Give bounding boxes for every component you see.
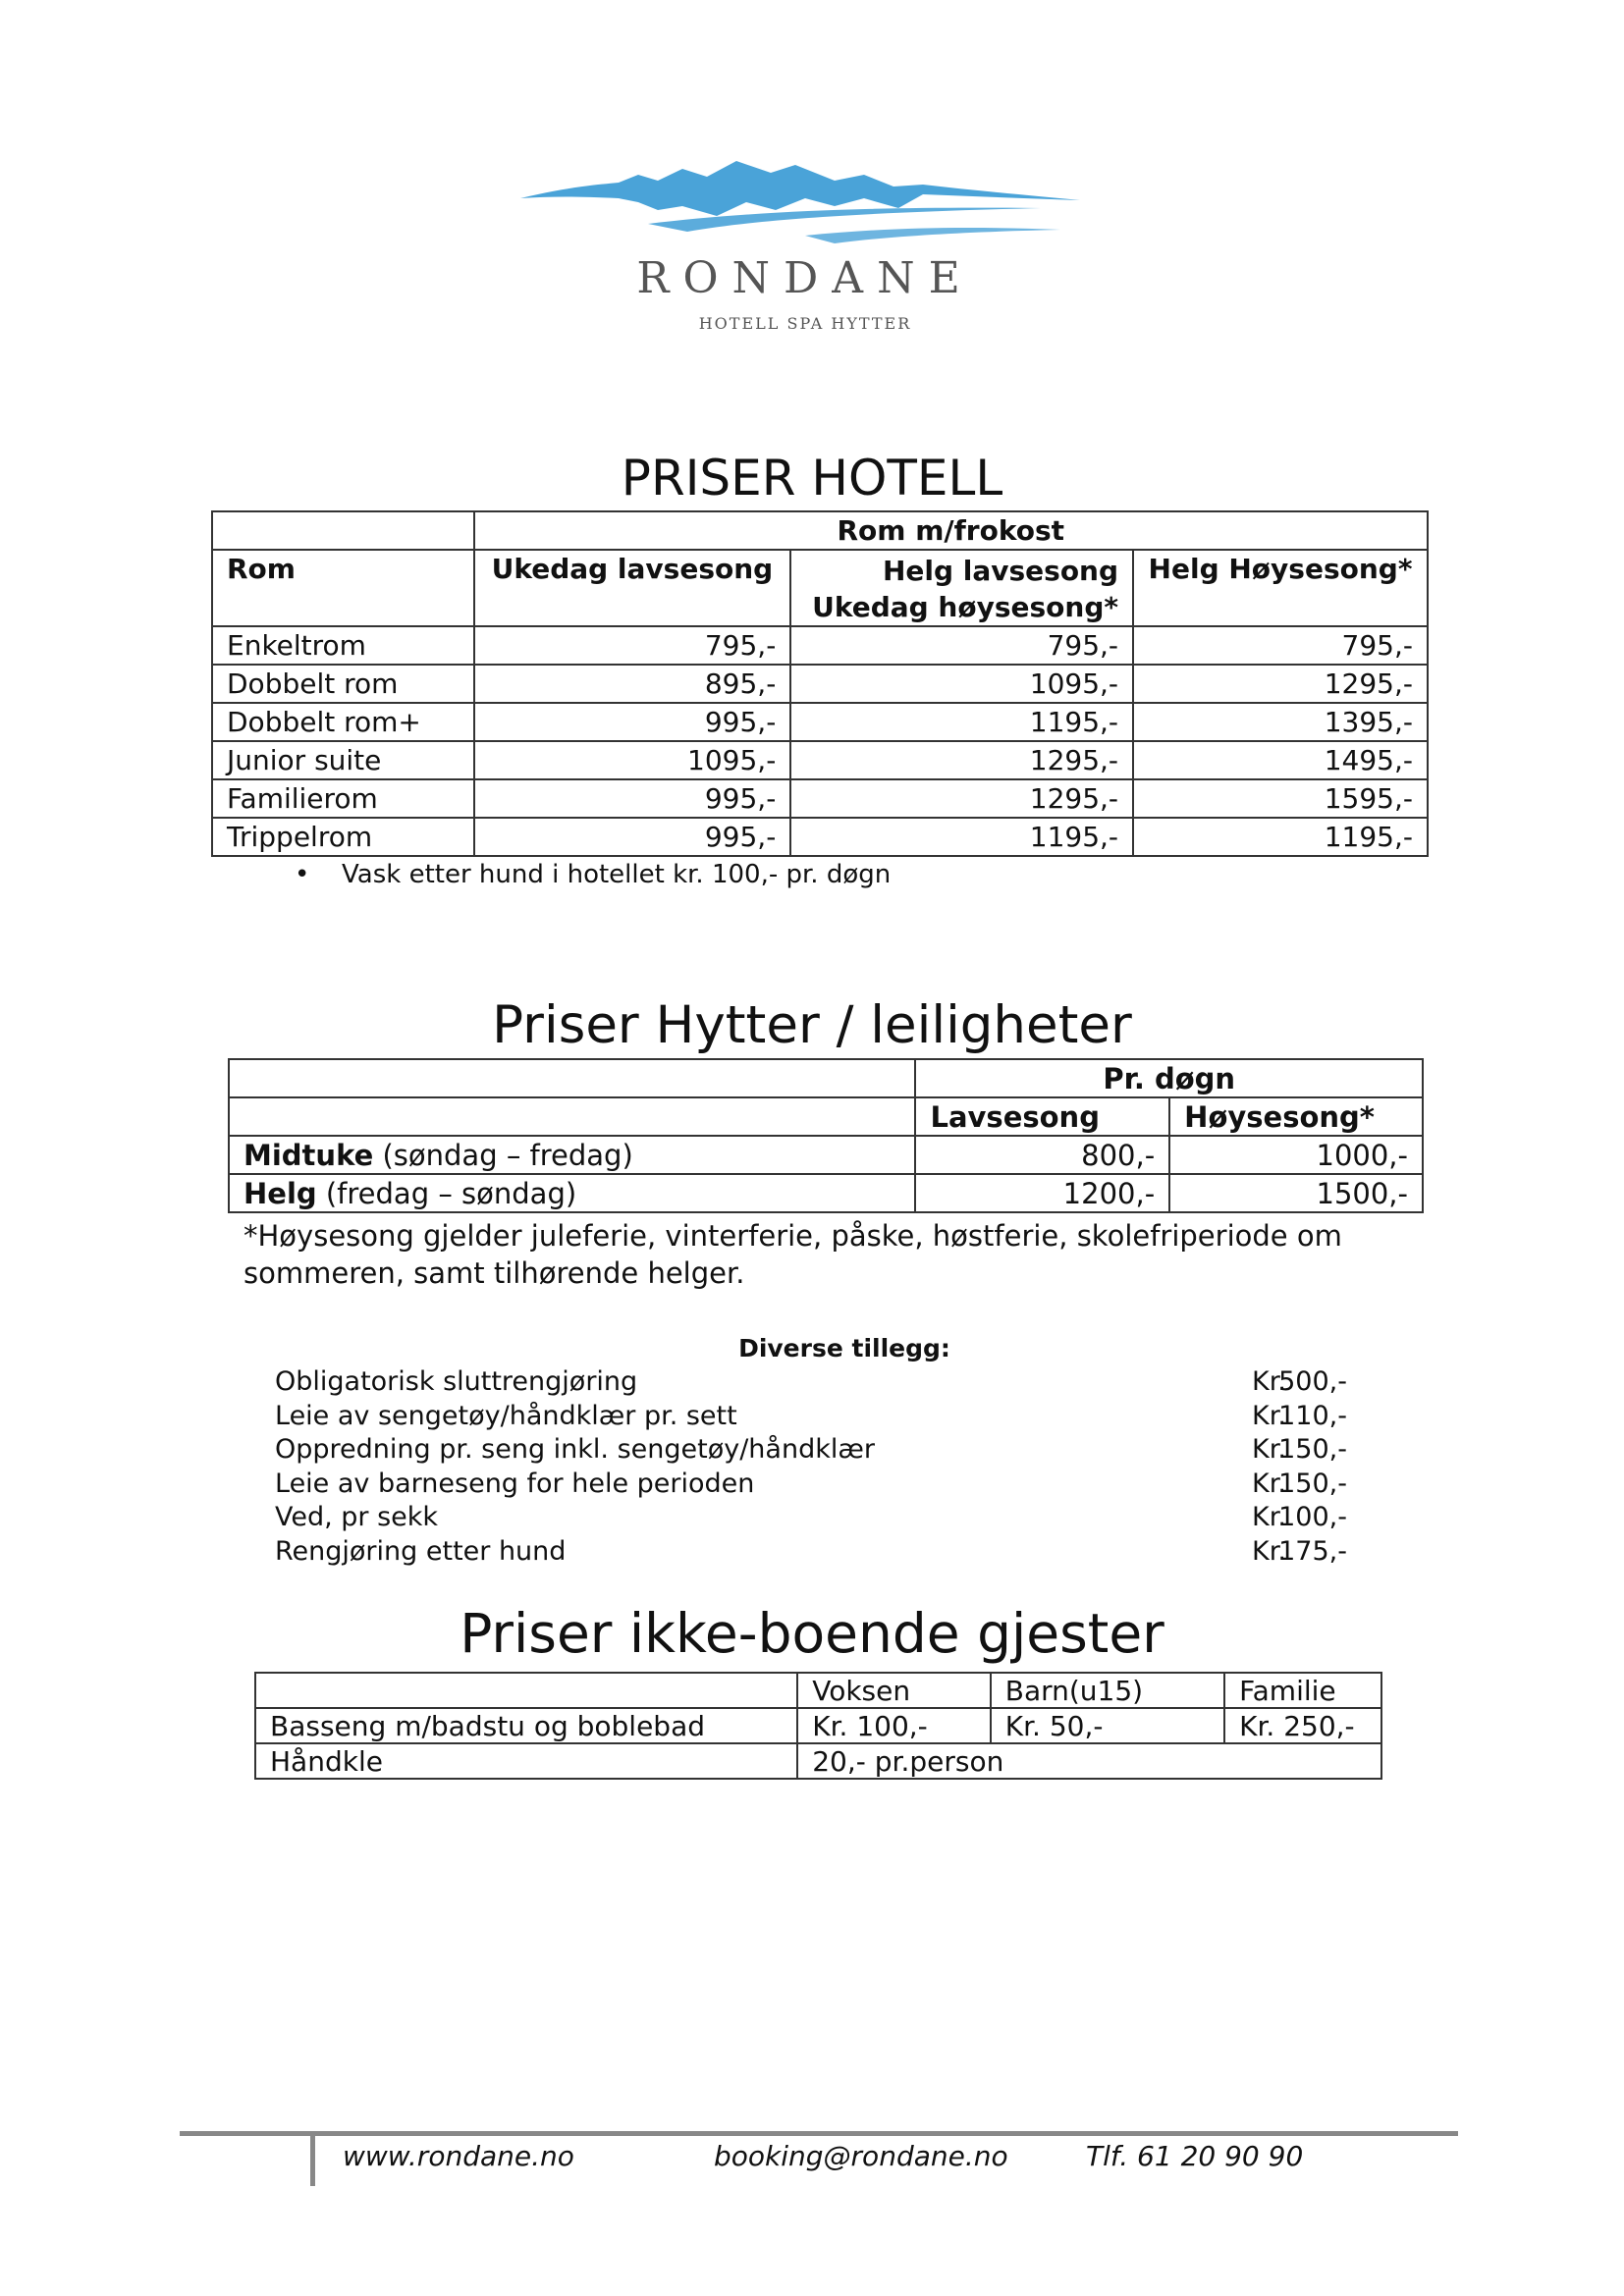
extra-amount: 100,-	[1278, 1502, 1347, 1532]
table-cell	[212, 511, 474, 550]
price-cell: 1495,-	[1133, 741, 1428, 779]
logo-tagline: HOTELL SPA HYTTER	[698, 314, 912, 333]
currency: Kr.	[1252, 1502, 1286, 1532]
phone-number: Tlf. 61 20 90 90	[1086, 2140, 1304, 2172]
column-header: Rom	[212, 550, 474, 626]
price-cell: 800,-	[915, 1136, 1169, 1174]
column-header: Familie	[1224, 1673, 1381, 1708]
price-cell: Kr. 50,-	[991, 1708, 1224, 1743]
table-row	[255, 1708, 1381, 1743]
period-cell	[229, 1136, 915, 1174]
price-cell: 795,-	[1133, 626, 1428, 665]
room-name: Dobbelt rom	[212, 665, 474, 703]
column-header: Høysesong*	[1169, 1097, 1423, 1136]
list-item	[275, 1401, 1375, 1435]
table-cell	[255, 1673, 797, 1708]
list-item	[275, 1502, 1375, 1536]
guest-prices-title: Priser ikke-boende gjester	[460, 1602, 1164, 1665]
price-cell: 1500,-	[1169, 1174, 1423, 1212]
price-cell: 1195,-	[1133, 818, 1428, 856]
period-label: Helg	[244, 1176, 317, 1210]
extras-title: Diverse tillegg:	[738, 1334, 950, 1362]
period-label: Midtuke	[244, 1138, 374, 1172]
room-name: Junior suite	[212, 741, 474, 779]
table-header-row	[212, 550, 1428, 626]
price-cell: 20,- pr.person	[797, 1743, 1381, 1779]
extra-label: Rengjøring etter hund	[275, 1535, 567, 1567]
group-header: Rom m/frokost	[474, 511, 1428, 550]
service-label: Basseng m/badstu og boblebad	[255, 1708, 797, 1743]
table-row	[212, 818, 1428, 856]
price-cell: 1200,-	[915, 1174, 1169, 1212]
mountain-logo-icon	[511, 147, 1100, 255]
period-detail: (fredag – søndag)	[316, 1176, 577, 1210]
extra-amount: 500,-	[1278, 1366, 1347, 1397]
price-cell: 1195,-	[790, 703, 1133, 741]
group-header: Pr. døgn	[915, 1059, 1423, 1097]
logo	[511, 147, 1100, 344]
extra-label: Leie av sengetøy/håndklær pr. sett	[275, 1400, 737, 1431]
list-item	[275, 1536, 1375, 1571]
list-item	[275, 1366, 1375, 1401]
table-row	[212, 703, 1428, 741]
price-cell: 1595,-	[1133, 779, 1428, 818]
price-cell: Kr. 250,-	[1224, 1708, 1381, 1743]
table-row	[212, 741, 1428, 779]
price-cell: 895,-	[474, 665, 791, 703]
table-row	[229, 1174, 1423, 1212]
note-text: Vask etter hund i hotellet kr. 100,- pr. døgn	[342, 860, 892, 889]
price-cell: 1095,-	[790, 665, 1133, 703]
table-row	[212, 511, 1428, 550]
currency: Kr.	[1252, 1366, 1286, 1397]
column-header-line: Helg lavsesong	[882, 555, 1119, 587]
bullet-icon: •	[295, 860, 310, 889]
extra-amount: 175,-	[1278, 1535, 1347, 1567]
currency: Kr.	[1252, 1468, 1286, 1499]
hotel-prices-title: PRISER HOTELL	[621, 450, 1003, 507]
price-cell: 995,-	[474, 818, 791, 856]
period-detail: (søndag – fredag)	[373, 1138, 633, 1172]
price-cell: 995,-	[474, 703, 791, 741]
extra-label: Oppredning pr. seng inkl. sengetøy/håndklær	[275, 1434, 875, 1465]
extra-label: Leie av barneseng for hele perioden	[275, 1468, 755, 1499]
footer-divider-tick	[310, 2135, 315, 2186]
service-label: Håndkle	[255, 1743, 797, 1779]
extra-amount: 110,-	[1278, 1400, 1347, 1431]
room-name: Familierom	[212, 779, 474, 818]
price-cell: 1295,-	[790, 741, 1133, 779]
price-cell: 1000,-	[1169, 1136, 1423, 1174]
period-cell	[229, 1174, 915, 1212]
cabin-prices-title: Priser Hytter / leiligheter	[492, 995, 1132, 1055]
column-header: Ukedag lavsesong	[474, 550, 791, 626]
column-header: Voksen	[797, 1673, 991, 1708]
table-header-row	[229, 1097, 1423, 1136]
currency: Kr.	[1252, 1535, 1286, 1567]
column-header: Helg Høysesong*	[1133, 550, 1428, 626]
column-header: Barn(u15)	[991, 1673, 1224, 1708]
price-cell: 1295,-	[1133, 665, 1428, 703]
table-row	[229, 1059, 1423, 1097]
list-item	[275, 1434, 1375, 1468]
hotel-price-table	[211, 510, 1429, 857]
extra-label: Ved, pr sekk	[275, 1502, 439, 1532]
high-season-note: *Høysesong gjelder juleferie, vinterferie, påske, høstferie, skolefriperiode om sommeren, samt tilhørende helger.	[244, 1219, 1342, 1290]
footer-divider	[180, 2131, 1458, 2136]
email-link[interactable]: booking@rondane.no	[714, 2140, 1008, 2172]
column-header-line: Ukedag høysesong*	[812, 591, 1119, 623]
room-name: Trippelrom	[212, 818, 474, 856]
price-cell: Kr. 100,-	[797, 1708, 991, 1743]
website-link[interactable]: www.rondane.no	[343, 2140, 574, 2172]
table-header-row	[255, 1673, 1381, 1708]
column-header	[790, 550, 1133, 626]
price-cell: 1395,-	[1133, 703, 1428, 741]
table-row	[255, 1743, 1381, 1779]
cabin-price-table	[228, 1058, 1424, 1213]
column-header: Lavsesong	[915, 1097, 1169, 1136]
list-item	[275, 1468, 1375, 1503]
price-cell: 1295,-	[790, 779, 1133, 818]
table-row	[212, 779, 1428, 818]
price-cell: 795,-	[474, 626, 791, 665]
room-name: Enkeltrom	[212, 626, 474, 665]
price-cell: 1195,-	[790, 818, 1133, 856]
table-cell	[229, 1059, 915, 1097]
price-cell: 1095,-	[474, 741, 791, 779]
currency: Kr.	[1252, 1400, 1286, 1431]
extras-list	[275, 1366, 1375, 1570]
room-name: Dobbelt rom+	[212, 703, 474, 741]
table-row	[229, 1136, 1423, 1174]
currency: Kr.	[1252, 1434, 1286, 1465]
guest-price-table	[254, 1672, 1382, 1780]
extra-label: Obligatorisk sluttrengjøring	[275, 1366, 638, 1397]
table-row	[212, 626, 1428, 665]
price-cell: 795,-	[790, 626, 1133, 665]
logo-wordmark: RONDANE	[636, 253, 974, 303]
table-cell	[229, 1097, 915, 1136]
table-row	[212, 665, 1428, 703]
extra-amount: 150,-	[1278, 1468, 1347, 1499]
price-cell: 995,-	[474, 779, 791, 818]
extra-amount: 150,-	[1278, 1434, 1347, 1465]
